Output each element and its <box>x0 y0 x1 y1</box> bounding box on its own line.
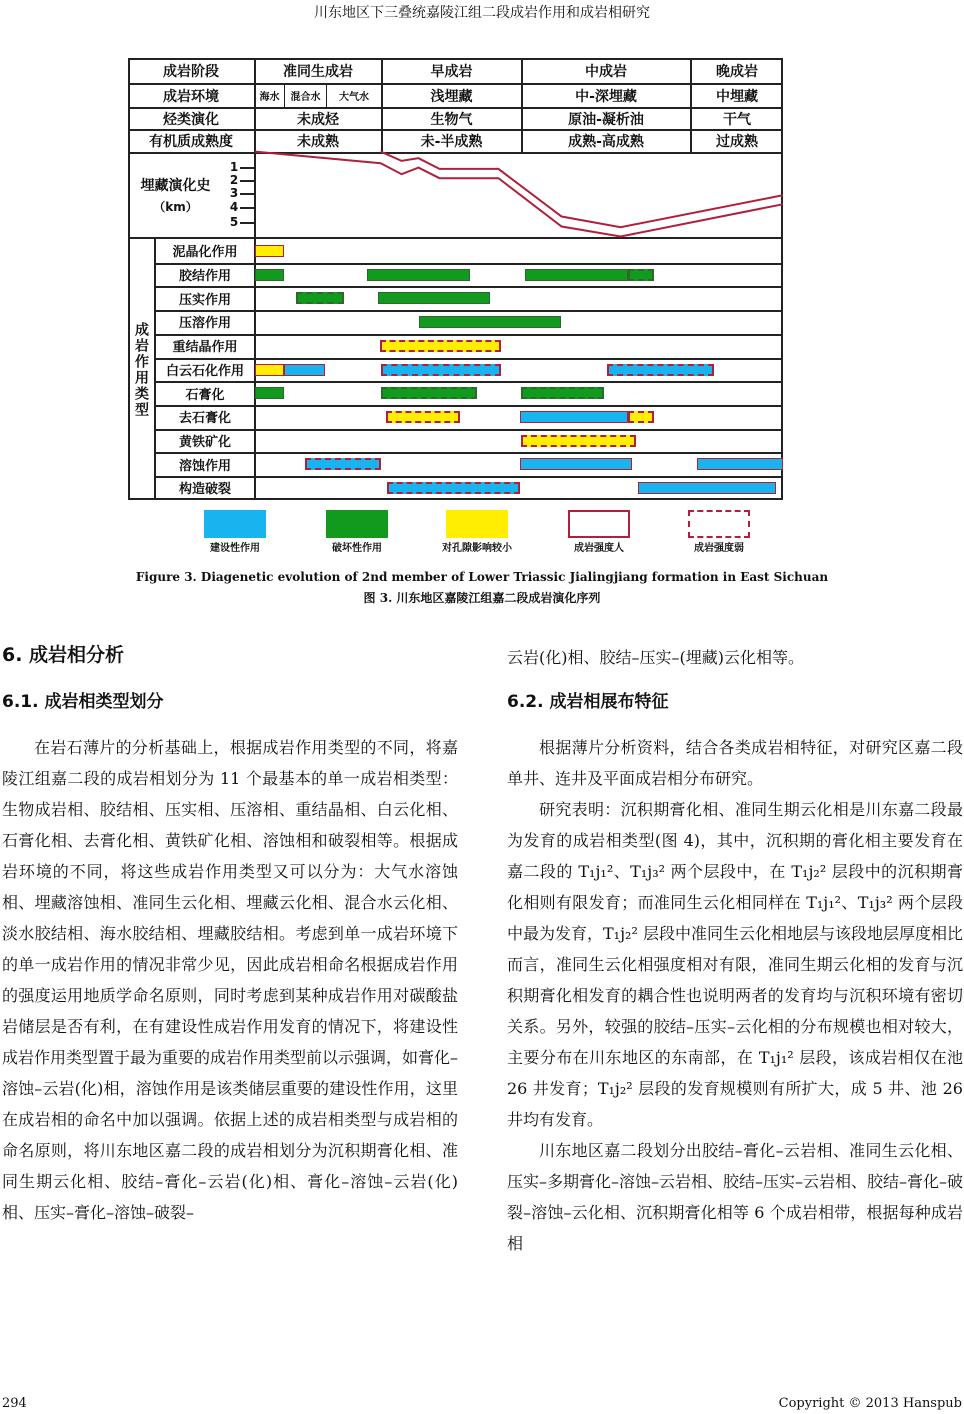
env-label: 成岩环境 <box>163 88 219 105</box>
row-divider <box>156 358 783 360</box>
process-bar <box>255 245 284 257</box>
process-bar <box>628 411 654 423</box>
row-divider <box>156 429 783 431</box>
om-cell: 成熟-高成熟 <box>568 134 644 150</box>
env-cell: 混合水 <box>290 92 321 103</box>
page-number: 294 <box>2 1396 27 1411</box>
process-label: 溶蚀作用 <box>178 458 231 474</box>
depth-tick-label: 4 <box>229 200 239 214</box>
process-bar <box>638 482 776 494</box>
process-bar <box>419 316 561 328</box>
om-cell: 过成熟 <box>716 134 758 150</box>
process-label: 去石膏化 <box>178 411 231 427</box>
hc-cell: 原油-凝析油 <box>568 111 644 128</box>
process-label: 白云石化作用 <box>165 363 244 379</box>
row-divider <box>156 405 783 407</box>
paragraph: 云岩(化)相、胶结–压实–(埋藏)云化相等。 <box>507 648 804 667</box>
row-divider <box>156 263 783 265</box>
legend-swatch <box>204 510 266 538</box>
process-bar <box>386 411 460 423</box>
process-label: 重结晶作用 <box>172 340 238 356</box>
process-bar <box>255 387 284 399</box>
legend-label: 成岩强度人 <box>574 543 624 554</box>
process-bar <box>255 364 284 376</box>
om-label: 有机质成熟度 <box>149 134 233 150</box>
hc-cell: 生物气 <box>430 111 473 128</box>
process-group-label: 成岩作用类型 <box>128 239 156 500</box>
depth-tick-label: 3 <box>229 186 239 200</box>
hc-cell: 未成烃 <box>297 111 339 128</box>
om-cell: 未-半成熟 <box>420 134 483 150</box>
row-divider <box>156 452 783 454</box>
process-bar <box>284 364 325 376</box>
burial-depth-line <box>255 152 783 237</box>
legend-label: 建设性作用 <box>210 543 260 554</box>
subsection-heading: 6.2. 成岩相展布特征 <box>507 692 669 712</box>
copyright: Copyright © 2013 Hanspub <box>778 1396 962 1411</box>
process-label: 石膏化 <box>185 387 225 403</box>
process-bar <box>296 292 344 304</box>
burial-unit: （km） <box>153 199 198 214</box>
legend-swatch <box>688 510 750 538</box>
row-divider <box>156 286 783 288</box>
row-divider <box>156 381 783 383</box>
env-cell: 海水 <box>259 92 280 103</box>
legend-label: 破坏性作用 <box>332 543 382 554</box>
process-bar <box>607 364 714 376</box>
paragraph: 根据薄片分析资料，结合各类成岩相特征，对研究区嘉二段单井、连井及平面成岩相分布研究。 <box>507 738 963 788</box>
env-cell: 大气水 <box>339 92 369 103</box>
process-bar <box>381 364 501 376</box>
depth-tick-label: 2 <box>229 173 239 187</box>
process-bar <box>520 411 628 423</box>
env-cell: 中-深埋藏 <box>575 88 637 105</box>
diagenetic-evolution-figure <box>128 55 783 555</box>
stage-label: 成岩阶段 <box>163 63 219 80</box>
process-bar <box>520 458 632 470</box>
process-bar <box>521 435 636 447</box>
process-bar <box>255 269 284 281</box>
row-divider <box>156 476 783 478</box>
right-column <box>507 642 963 1259</box>
hc-cell: 干气 <box>723 111 751 128</box>
depth-tick-label: 1 <box>229 160 239 174</box>
process-bar <box>367 269 470 281</box>
process-bar <box>381 387 477 399</box>
process-label: 胶结作用 <box>178 269 231 285</box>
caption-cn: 图 3. 川东地区嘉陵江组嘉二段成岩演化序列 <box>363 591 601 605</box>
legend-label: 对孔隙影响较小 <box>442 543 512 554</box>
process-label: 黄铁矿化 <box>178 434 231 450</box>
process-label: 压实作用 <box>178 292 231 308</box>
process-bar <box>628 269 654 281</box>
stage-cell: 晚成岩 <box>716 63 758 80</box>
burial-label: 埋藏演化史 <box>140 178 211 194</box>
paragraph: 川东地区嘉二段划分出胶结–膏化–云岩相、准同生云化相、压实–多期膏化–溶蚀–云岩相、胶结–压实–云岩相、胶结–膏化–破裂–溶蚀–云化相、沉积期膏化相等 6 个成岩相带，根据每种成岩相 <box>507 1141 964 1253</box>
env-cell: 浅埋藏 <box>430 88 473 105</box>
legend-swatch <box>446 510 508 538</box>
process-label: 泥晶化作用 <box>172 245 238 261</box>
process-bar <box>525 269 628 281</box>
row-divider <box>156 310 783 312</box>
om-cell: 未成熟 <box>297 134 339 150</box>
legend-swatch <box>326 510 388 538</box>
paragraph: 研究表明：沉积期膏化相、准同生期云化相是川东嘉二段最为发育的成岩相类型(图 4)，其中，沉积期的膏化相主要发育在嘉二段的 T₁j₁²、T₁j₃² 两个层段中，在 T₁j₂² 层段中的沉积期膏化相则有限发育；而准同生云化相同样在 T₁j₁²、T₁j₃² 两个层段中最为发育，T₁j₂² 层段中准同生云化相地层与该段地层厚度相比而言，准同生云化相强度相对有限，准同生期云化相的发育与沉积期膏化相发育的耦合性也说明两者的发育均与沉积环境有密切关系。另外，较强的胶结–压实–云化相的分布规模也相对较大，主要分布在川东地区的东南部，在 T₁j₁² 层段，该成岩相仅在池 26 井发育；T₁j₂² 层段的发育规模则有所扩大，成 5 井、池 26 井均有发育。 <box>507 800 963 1129</box>
process-bar <box>378 292 490 304</box>
env-cell: 中埋藏 <box>716 88 758 105</box>
process-label: 构造破裂 <box>178 482 231 498</box>
stage-cell: 中成岩 <box>585 63 627 80</box>
subsection-heading: 6.1. 成岩相类型划分 <box>2 692 164 712</box>
process-label: 压溶作用 <box>178 316 231 332</box>
process-bar <box>387 482 520 494</box>
section-heading: 6. 成岩相分析 <box>2 644 125 666</box>
legend-swatch <box>568 510 630 538</box>
depth-tick-label: 5 <box>229 215 239 229</box>
hc-label: 烃类演化 <box>163 111 219 128</box>
process-bar <box>521 387 604 399</box>
burial-curve <box>128 55 783 255</box>
paragraph: 在岩石薄片的分析基础上，根据成岩作用类型的不同，将嘉陵江组嘉二段的成岩相划分为 11 个最基本的单一成岩相类型：生物成岩相、胶结相、压实相、压溶相、重结晶相、白云化相、石膏化相、去膏化相、黄铁矿化相、溶蚀相和破裂相等。根据成岩环境的不同，将这些成岩作用类型又可以分为：大气水溶蚀相、埋藏溶蚀相、准同生云化相、埋藏云化相、混合水云化相、淡水胶结相、海水胶结相、埋藏胶结相。考虑到单一成岩环境下的单一成岩作用的情况非常少见，因此成岩相命名根据成岩作用的强度运用地质学命名原则，同时考虑到某种成岩作用对碳酸盐岩储层是否有利，在有建设性成岩作用发育的情况下，将建设性成岩作用类型置于最为重要的成岩作用类型前以示强调，如膏化–溶蚀–云岩(化)相，溶蚀作用是该类储层重要的建设性作用，这里在成岩相的命名中加以强调。依据上述的成岩相类型与成岩相的命名原则，将川东地区嘉二段的成岩相划分为沉积期膏化相、准同生期云化相、胶结–膏化–云岩(化)相、膏化–溶蚀–云岩(化)相、压实–膏化–溶蚀–破裂– <box>2 738 459 1222</box>
process-bar <box>697 458 783 470</box>
legend-label: 成岩强度弱 <box>694 543 744 554</box>
process-bar <box>305 458 381 470</box>
running-head: 川东地区下三叠统嘉陵江组二段成岩作用和成岩相研究 <box>314 5 650 21</box>
process-bar <box>380 340 501 352</box>
stage-cell: 早成岩 <box>430 63 473 80</box>
caption-en: Figure 3. Diagenetic evolution of 2nd member of Lower Triassic Jialingjiang formation in East Sichuan <box>135 570 829 584</box>
left-column <box>2 640 458 1228</box>
stage-cell: 准同生成岩 <box>283 63 353 80</box>
row-divider <box>156 334 783 336</box>
